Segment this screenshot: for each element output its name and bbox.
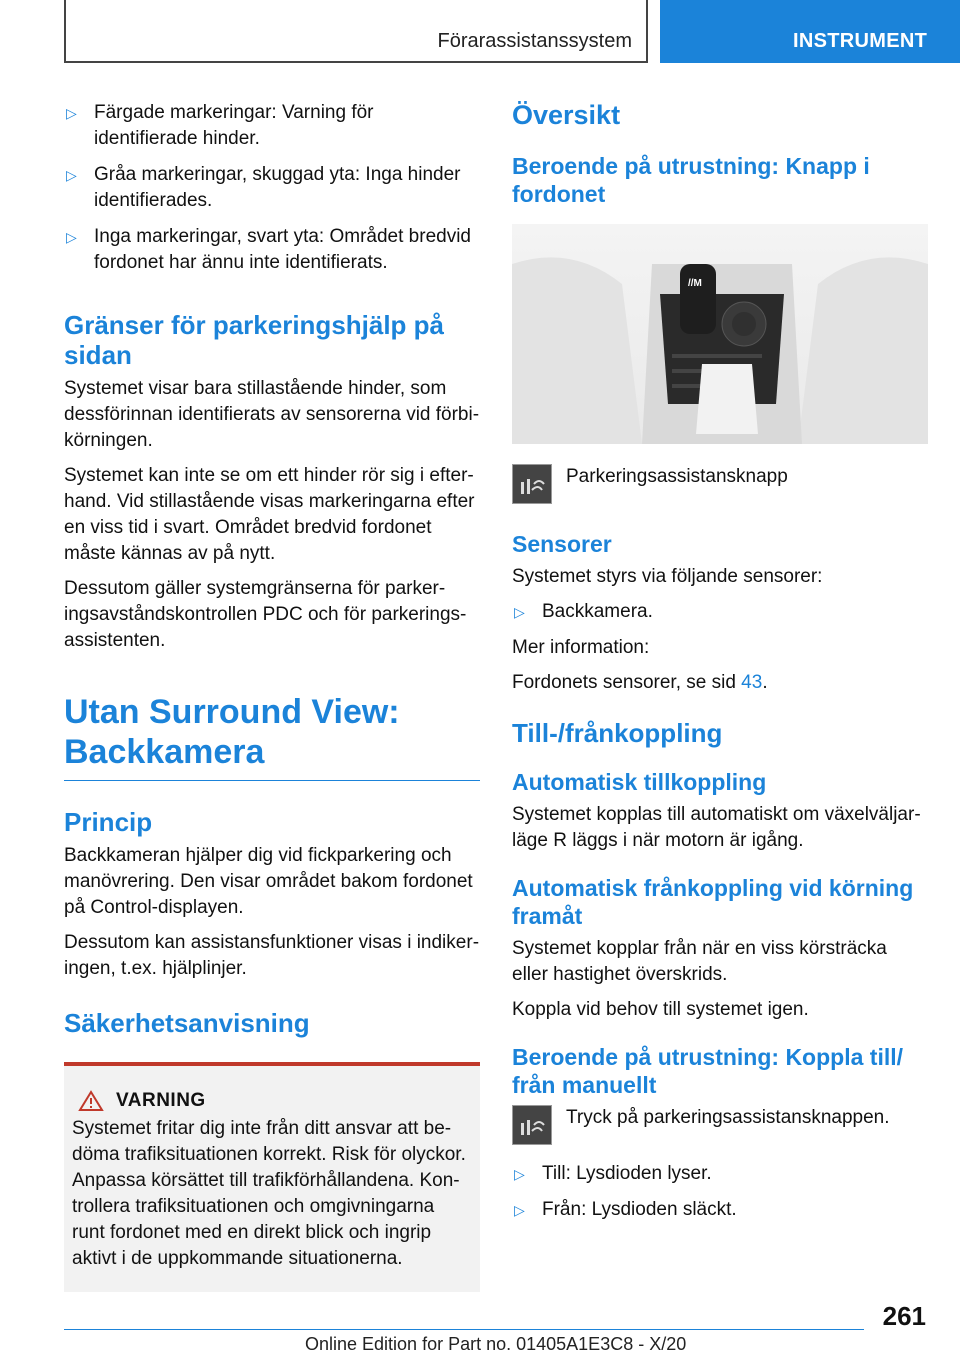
manual-button-row <box>512 1105 928 1145</box>
header-section-tab <box>64 0 648 63</box>
footer-divider <box>64 1329 864 1330</box>
console-illustration <box>512 224 928 444</box>
principle-paragraph-2: Dessutom kan assistansfunktioner visas i indikeringen, t.ex. hjälplinjer. <box>64 932 480 979</box>
limits-paragraph-2: Systemet kan inte se om ett hinder rör sig i efterhand. Vid stillastående visas markeringarna efter en viss tid i svart. Området bredvid fordonet måste kännas av på nytt. <box>64 465 475 564</box>
equipment-heading: Beroende på utrustning: Knapp i fordonet <box>512 153 870 207</box>
auto-off-paragraph-2: Koppla vid behov till systemet igen. <box>512 999 809 1020</box>
safety-heading: Säkerhetsanvisning <box>64 1008 310 1038</box>
auto-off-paragraph-1: Systemet kopplar från när en viss körsträcka eller hastighet överskrids. <box>512 938 887 985</box>
limits-heading: Gränser för parkeringshjälp på sidan <box>64 310 445 370</box>
auto-on-heading: Automatisk tillkoppling <box>512 769 767 795</box>
sensors-heading: Sensorer <box>512 531 612 557</box>
warning-label: VARNING <box>116 1090 206 1111</box>
list-item: ▷ Gråa markeringar, skuggad yta: Inga hinder identifierades. <box>66 164 461 211</box>
svg-text://M: //M <box>688 278 702 289</box>
triangle-bullet-icon: ▷ <box>66 229 77 245</box>
page-number: 261 <box>882 1301 926 1331</box>
header-section-label: Förarassistanssystem <box>437 30 632 52</box>
principle-paragraph-1: Backkameran hjälper dig vid fickparkering och manövrering. Den visar området bakom fordonet på Control-displayen. <box>64 845 473 918</box>
auto-on-paragraph: Systemet kopplas till automatiskt om växelväljarläge R läggs i när motorn är igång. <box>512 804 921 851</box>
toggle-heading: Till-/frånkoppling <box>512 718 723 748</box>
parking-button-row <box>512 464 928 504</box>
warning-title <box>72 1090 472 1112</box>
triangle-bullet-icon: ▷ <box>514 1166 525 1182</box>
warning-text: Systemet fritar dig inte från ditt ansvar att bedöma trafiksituationen korrekt. Risk för olyckor. Anpassa körsättet till trafikförhållandena. Kontrollera trafiksituationen och omgivningarna runt fordonet med en direkt blick och ingrip aktivt i de uppkommande situationerna. <box>72 1118 466 1269</box>
list-item: ▷ Till: Lysdioden lyser. <box>512 1161 928 1187</box>
triangle-bullet-icon: ▷ <box>66 167 77 183</box>
parking-assist-button-icon <box>512 1105 552 1145</box>
left-column <box>64 100 480 1292</box>
header-chapter-tab <box>660 0 960 63</box>
principle-heading: Princip <box>64 807 153 837</box>
triangle-bullet-icon: ▷ <box>66 105 77 121</box>
right-column <box>512 100 928 1233</box>
manual-paragraph: Tryck på parkeringsassistansknappen. <box>566 1107 890 1128</box>
manual-heading: Beroende på utrustning: Koppla till/ från manuellt <box>512 1044 903 1098</box>
list-item: ▷ Från: Lysdioden släckt. <box>512 1197 928 1223</box>
edition-text: Online Edition for Part no. 01405A1E3C8 - X/20 <box>305 1334 687 1354</box>
sensors-paragraph: Systemet styrs via följande sensorer: <box>512 566 823 587</box>
triangle-bullet-icon: ▷ <box>514 604 525 620</box>
main-heading: Utan Surround View: Backkamera <box>64 692 480 781</box>
list-item: ▷ Färgade markeringar: Varning för identifierade hinder. <box>66 102 374 149</box>
header-chapter-label: INSTRUMENT <box>793 30 928 52</box>
triangle-bullet-icon: ▷ <box>514 1202 525 1218</box>
warning-triangle-icon <box>78 1090 104 1112</box>
limits-paragraph-1: Systemet visar bara stillastående hinder, som dessförinnan identifierats av sensorerna vid förbikörningen. <box>64 378 480 451</box>
page-link[interactable]: 43 <box>741 672 763 693</box>
parking-assist-button-icon <box>512 464 552 504</box>
overview-heading: Översikt <box>512 100 621 130</box>
limits-paragraph-3: Dessutom gäller systemgränserna för parkeringsavståndskontrollen PDC och för parkeringsassistenten. <box>64 578 467 651</box>
sensor-reference: Fordonets sensorer, se sid 43. <box>512 672 768 693</box>
auto-off-heading: Automatisk frånkoppling vid körning framåt <box>512 875 914 929</box>
center-console-photo <box>512 224 928 444</box>
list-item: ▷ Backkamera. <box>512 599 928 625</box>
warning-box <box>64 1062 480 1292</box>
list-item: ▷ Inga markeringar, svart yta: Området bredvid fordonet har ännu inte identifierats. <box>66 226 471 273</box>
button-caption: Parkeringsassistansknapp <box>566 466 788 487</box>
more-info-label: Mer information: <box>512 637 650 658</box>
